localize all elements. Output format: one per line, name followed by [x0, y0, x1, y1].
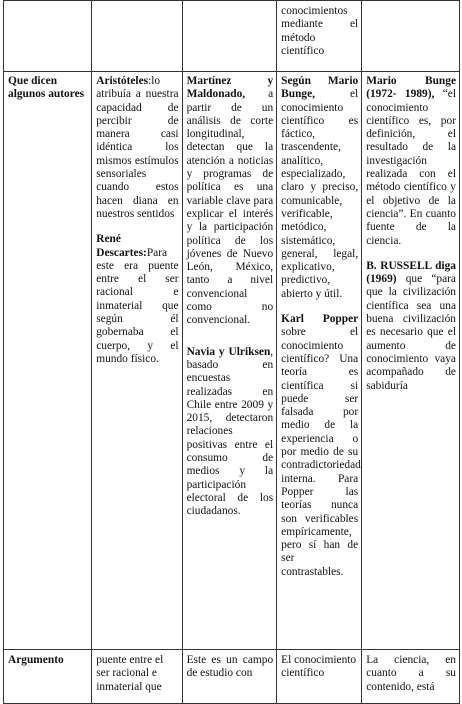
author-text: el conocimiento científico es fáctico, trascendente, analítico, especializado, claro y preciso, comunicable, verificable, metódico, sistemático, general, legal, explicativo, predictivo, abierto y útil.	[281, 88, 359, 300]
table-row-continuation	[4, 1, 460, 72]
author-text: :lo atribuía a nuestra capacidad de percibir de manera casi idéntica los mismos estímulos sensoriales cuando estos hacen diana en nuestros sentidos	[96, 75, 179, 220]
author-name: René Descartes:	[96, 233, 147, 259]
cell-empty	[362, 1, 460, 72]
cell-text: Este es un campo de estudio con	[182, 650, 277, 704]
author-name: Según Mario Bunge,	[281, 75, 359, 101]
author-text: que “para que la civilización científica sea una buena civilización es necesario que el aumento de conocimiento vaya acompañado de sabiduría	[366, 273, 456, 392]
author-name: Karl Popper	[281, 313, 359, 326]
author-name: Martínez y Maldonado,	[186, 75, 274, 101]
author-name: Mario Bunge (1972- 1989),	[366, 75, 456, 101]
author-name: B. RUSSELL diga (1969)	[366, 259, 456, 286]
cell-text: El conocimiento científico	[277, 650, 362, 704]
cell-empty	[92, 1, 182, 72]
cell-text: puente entre el ser racional e inmaterial que	[92, 650, 182, 704]
row-label: Argumento	[4, 650, 92, 704]
row-label: Que dicen algunos autores	[4, 72, 92, 650]
table-row-authors	[4, 72, 460, 650]
author-text: a partir de un análisis de corte longitudinal, detectan que la atención a noticias y programas de política es una variable clave para explicar el interés y la participación política de los jóvenes de Nuevo León, México, tanto a nivel convencional como no convencional.	[186, 88, 274, 327]
table-row-argumento	[4, 650, 460, 704]
author-name: Aristóteles	[96, 75, 149, 87]
authors-table	[3, 0, 460, 704]
cell-authors-col3	[182, 72, 277, 650]
author-name: Navia y Ulriksen	[186, 345, 271, 358]
author-text: “el conocimiento científico es, por definición, el resultado de la investigación realizada con el método científico y el objetivo de la ciencia”. En cuanto fuente de la ciencia.	[366, 88, 457, 247]
author-text: Para este era puente entre el ser racional e inmaterial que según él gobernaba el cuerpo, y el mundo físico.	[96, 246, 179, 365]
cell-authors-col2	[92, 72, 182, 650]
cell-text: La ciencia, en cuanto a su contenido, está	[362, 650, 460, 704]
cell-empty	[182, 1, 277, 72]
cell-authors-col5	[362, 72, 460, 650]
cell-empty	[4, 1, 92, 72]
author-text: sobre el conocimiento científico? Una teoría es científica si puede ser falsada por medio de la experiencia o por medio de su contradictoriedad interna. Para Popper las teorías nunca son verificables empíricamente, pero sí han de ser contrastables.	[281, 326, 361, 578]
author-text: , basado en encuestas realizadas en Chile entre 2009 y 2015, detectaron relaciones positivas entre el consumo de medios y la participación electoral de los ciudadanos.	[186, 345, 274, 518]
cell-text: conocimientos mediante el método científico	[277, 1, 362, 72]
cell-authors-col4	[277, 72, 362, 650]
